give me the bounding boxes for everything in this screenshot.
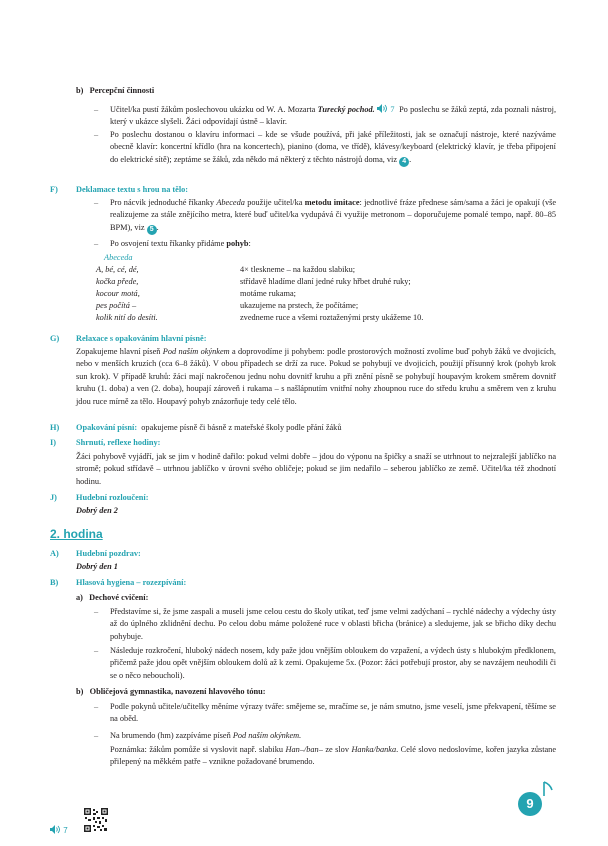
section-j-text: Dobrý den 2 [76,506,118,515]
ba-heading: a) Dechové cvičení: [76,593,149,602]
bullet-dash: – [94,731,99,740]
b-perc-heading: b) Percepční činnosti [76,86,155,95]
poem-action: ukazujeme na prstech, že počítáme; [240,301,359,310]
bullet-dash: – [94,239,99,248]
bullet-dash: – [94,198,99,207]
bullet-dash: – [94,105,99,114]
section-b2-title: Hlasová hygiena – rozezpívání: [76,578,187,587]
bullet-dash: – [94,646,99,655]
ba-item-2: Následuje rozkročení, hluboký nádech nosem, kdy paže jdou vnějším obloukem do vzpažení, a výdech ústy s hlubokým předklonem, přičemž paže jdou opět vnějším obloukem dolů až k zemi. Opakujeme 5x. (Pozor: žáci potřebují prostor, aby se navzájem neuhodili či se o něco neboucholi). [110,646,556,680]
lesson-2-heading: 2. hodina [50,527,103,541]
section-g-letter: G) [50,334,60,343]
poem-line: kočka přede, [96,277,139,286]
section-a2-title: Hudební pozdrav: [76,549,141,558]
poem-title: Abeceda [104,253,133,262]
section-h-letter: H) [50,423,60,432]
poem-action: zvedneme ruce a všemi roztaženými prsty ukážeme 10. [240,313,424,322]
speaker-icon[interactable] [50,825,61,834]
f-paragraph-2: Po osvojení textu říkanky přidáme pohyb: [110,239,251,248]
poem-line: kocour motá, [96,289,140,298]
bullet-dash: – [94,130,99,139]
b-perc-item-2: Po poslechu dostanou o klavíru informaci – kde se všude používá, při jaké příležitosti, jak se označují nástroje, které nazýváme obecně klavír: koncertní křídlo (hra na koncertech), pianino (doma, ve třídě), klávesy/keyboard (elektrický klavír, je třeba připojení do elektrické sítě); zeptáme se žáků, zda někdo má některý z těchto nástrojů doma, viz 4 . [110,130,556,165]
section-j-title: Hudební rozloučení: [76,493,149,502]
ba-item-1: Představíme si, že jsme zaspali a museli jsme celou cestu do školy utíkat, teď jsme velmi zadýchaní – rychlé nádechy a výdechy ústy až do úplného zklidnění dechu. Po celou dobu máme položené ruce v oblasti břicha (bránice) a sledujeme, jak se břicho díky dechu pohybuje. [110,607,556,641]
section-b2-letter: B) [50,578,59,587]
poem-action: motáme rukama; [240,289,296,298]
poem-line: kolik nití do desíti. [96,313,158,322]
section-i-title: Shrnutí, reflexe hodiny: [76,438,161,447]
section-a2-letter: A) [50,549,59,558]
reference-5-badge[interactable]: 5 [147,225,157,235]
section-j-letter: J) [50,493,57,502]
qr-code-icon[interactable] [84,808,108,832]
bullet-dash: – [94,702,99,711]
speaker-icon[interactable] [377,104,388,113]
b-perc-item-1: Učitel/ka pustí žákům poslechovou ukázku od W. A. Mozarta Turecký pochod. 7 Po poslechu se žáků zeptá, zda poznali nástroj, který v ukázce slyšeli. Žáci odpovídají ústně – klavír. [110,105,557,127]
footer-track: 7 [50,825,68,835]
bb-item-2: Na brumendo (hm) zazpíváme píseň Pod naším okýnkem. [110,731,302,740]
bb-heading: b) Obličejová gymnastika, navození hlavového tónu: [76,687,266,696]
page-number: 9 [518,792,542,816]
bb-item-1: Podle pokynů učitele/učitelky měníme výrazy tváře: smějeme se, mračíme se, je nám smutno, jsme veselí, jsme překvapení, těšíme se na oběd. [110,702,556,724]
section-a2-text: Dobrý den 1 [76,562,118,571]
bb-note: Poznámka: žákům pomůže si vyslovit např. slabiku Han–/ban– ze slov Hanka/banka. Celé slovo nedoslovíme, kořen jazyka zůstane přilepený na měkkém patře – vznikne požadované brumendo. [110,745,557,767]
music-note-icon [540,780,554,802]
reference-4-badge[interactable]: 4 [399,157,409,167]
poem-action: střídavě hladíme dlaní jedné ruky hřbet druhé ruky; [240,277,411,286]
section-g-title: Relaxace s opakováním hlavní písně: [76,334,207,343]
g-paragraph: Zopakujeme hlavní píseň Pod naším okýnkem a doprovodíme ji pohybem: podle prostorových možností zvolíme buď pohyb žáků ve dvojicích, nebo v menších kruzích (cca 6–8 žáků). V obou případech se drží za ruce. Pokud se pohybují ve dvojicích, použijí přísunný krok (pohyb krok sun krok). V případě kruhů: žáci mají nakročenou jednu nohu dovnitř kruhu a při znění písně se pohybují houpavým krokem směrem dovnitř kruhu (1. doba) a ven (2. doba), houpají zároveň i rukama – s našlápnutím vnitřní nohy zhoupnou ruce do středu kruhu a směrem ven z kruhu jdou ruce mírně za tělo. Houpavý pohyb znázorňuje tedy celé tělo. [76,347,556,406]
poem-line: A, bé, cé, dé, [96,265,139,274]
section-h-line: Opakování písní: opakujeme písně či básně z mateřské školy podle přání žáků [76,423,342,432]
bullet-dash: – [94,607,99,616]
i-paragraph: Žáci pohybově vyjádří, jak se jim v hodině dařilo: pokud velmi dobře – jdou do výponu na špičky a snaží se utrhnout to nejzralejší jablíčko na stromě; pokud střídavě – utrhnou jablíčko v úrovni svého obličeje; pokud se jim nedařilo – seberou jablíčko ze země. Učitel/ka též zhodnotí hodinu. [76,452,556,486]
section-i-letter: I) [50,438,56,447]
poem-action: 4× tleskneme – na každou slabiku; [240,265,356,274]
poem-line: pes počítá – [96,301,137,310]
section-f-title: Deklamace textu s hrou na tělo: [76,185,189,194]
f-paragraph-1: Pro nácvik jednoduché říkanky Abeceda použije učitel/ka metodu imitace: jednotlivé fráze přednese sám/sama a žáci je opakují (vše realizujeme za stále znějícího metra, které buď učitel/ka vydupává či využije metronom – doporučujeme pomalé tempo, např. 80–85 BPM), viz 5 . [110,198,557,233]
section-f-letter: F) [50,185,58,194]
